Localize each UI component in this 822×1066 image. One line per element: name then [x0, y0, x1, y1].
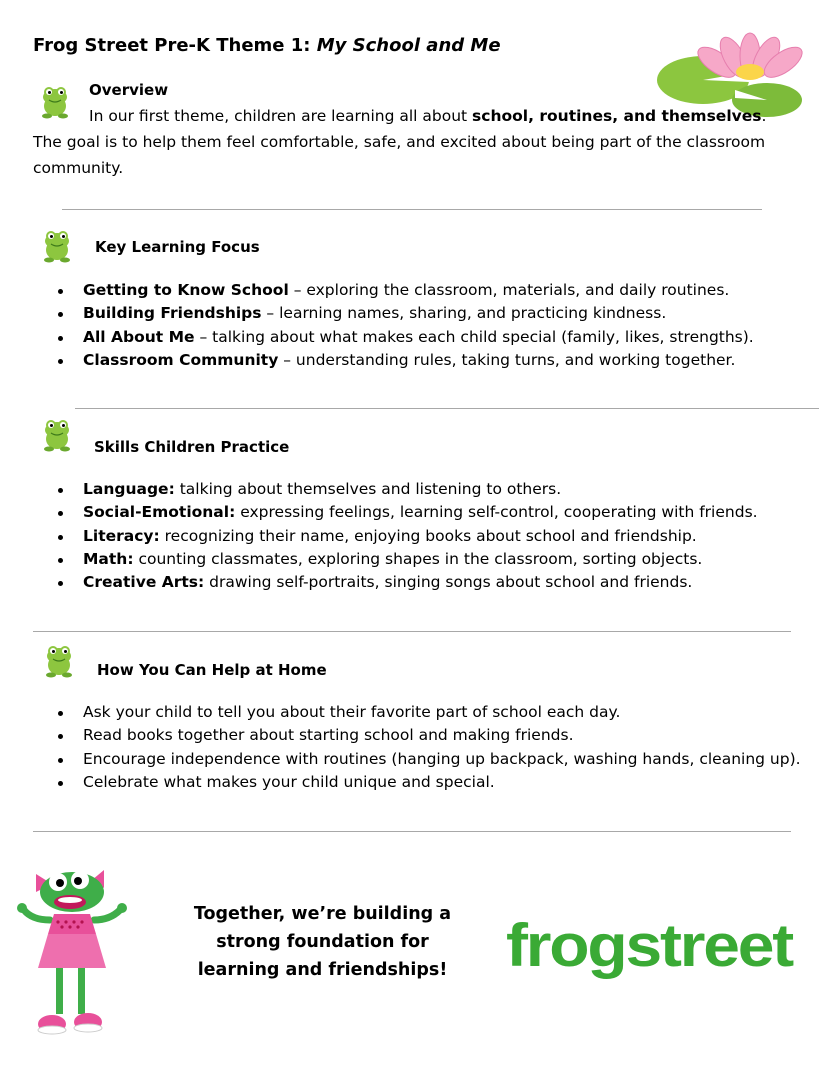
divider: [62, 209, 762, 210]
list-item: [58, 571, 818, 594]
item-text: Ask your child to tell you about their favorite part of school each day.: [83, 703, 621, 721]
list-item: [58, 548, 818, 571]
list-item: [58, 478, 818, 501]
frog-icon: [42, 228, 72, 264]
skills-heading: Skills Children Practice: [94, 438, 290, 456]
item-bold: Classroom Community: [83, 350, 279, 369]
list-item: [58, 279, 818, 302]
list-item: [58, 748, 818, 771]
divider: [33, 631, 791, 632]
list-item: [58, 724, 818, 747]
overview-text-after: . The goal is to help them feel comfortable, safe, and excited about being part of the classroom community.: [33, 107, 767, 177]
item-bold: Language:: [83, 480, 175, 498]
item-text: expressing feelings, learning self-control, cooperating with friends.: [235, 503, 758, 522]
overview-text-bold: school, routines, and themselves: [472, 107, 762, 125]
divider: [75, 408, 819, 409]
item-text: – understanding rules, taking turns, and working together.: [278, 350, 736, 369]
overview-text-before: In our first theme, children are learning all about: [89, 107, 473, 125]
item-bold: All About Me: [83, 327, 195, 346]
closing-message: [180, 900, 465, 984]
overview-heading: Overview: [89, 81, 169, 99]
item-bold: Creative Arts:: [83, 573, 205, 592]
divider: [33, 831, 791, 832]
title-italic: My School and Me: [316, 35, 501, 56]
item-text: – learning names, sharing, and practicing kindness.: [261, 304, 667, 323]
logo-text: frogstreet: [506, 912, 795, 979]
title-prefix: Frog Street Pre-K Theme 1:: [33, 35, 317, 56]
frog-icon: [42, 417, 72, 453]
list-item: [58, 326, 818, 349]
list-item: [58, 349, 818, 372]
list-item: [58, 501, 818, 524]
item-text: – exploring the classroom, materials, and daily routines.: [288, 281, 730, 299]
closing-line: strong foundation for: [216, 932, 429, 952]
item-text: talking about themselves and listening to others.: [174, 480, 562, 498]
closing-line: Together, we’re building a: [193, 904, 452, 924]
page-title: [33, 35, 501, 56]
help-home-list: [58, 701, 818, 794]
list-item: [58, 525, 818, 548]
item-bold: Social-Emotional:: [83, 503, 236, 522]
item-text: recognizing their name, enjoying books about school and friendship.: [159, 526, 697, 545]
help-home-heading: How You Can Help at Home: [97, 661, 327, 679]
item-text: Celebrate what makes your child unique and special.: [83, 772, 495, 791]
item-text: counting classmates, exploring shapes in the classroom, sorting objects.: [133, 549, 703, 568]
frog-icon: [44, 643, 74, 679]
list-item: [58, 701, 818, 724]
key-learning-heading: Key Learning Focus: [95, 238, 260, 256]
item-bold: Math:: [83, 549, 134, 568]
key-learning-list: [58, 279, 818, 372]
item-bold: Building Friendships: [83, 304, 262, 323]
item-text: Encourage independence with routines (hanging up backpack, washing hands, cleaning up).: [83, 749, 801, 768]
item-bold: Getting to Know School: [83, 281, 289, 299]
overview-paragraph: [33, 103, 773, 181]
item-text: drawing self-portraits, singing songs about school and friends.: [204, 573, 693, 592]
item-bold: Literacy:: [83, 526, 160, 545]
frogstreet-logo: [506, 912, 796, 980]
closing-line: learning and friendships!: [197, 960, 448, 980]
list-item: [58, 302, 818, 325]
item-text: Read books together about starting school and making friends.: [83, 726, 574, 745]
frog-mascot-girl-icon: [14, 860, 129, 1042]
list-item: [58, 771, 818, 794]
skills-list: [58, 478, 818, 594]
item-text: – talking about what makes each child special (family, likes, strengths).: [194, 327, 754, 346]
